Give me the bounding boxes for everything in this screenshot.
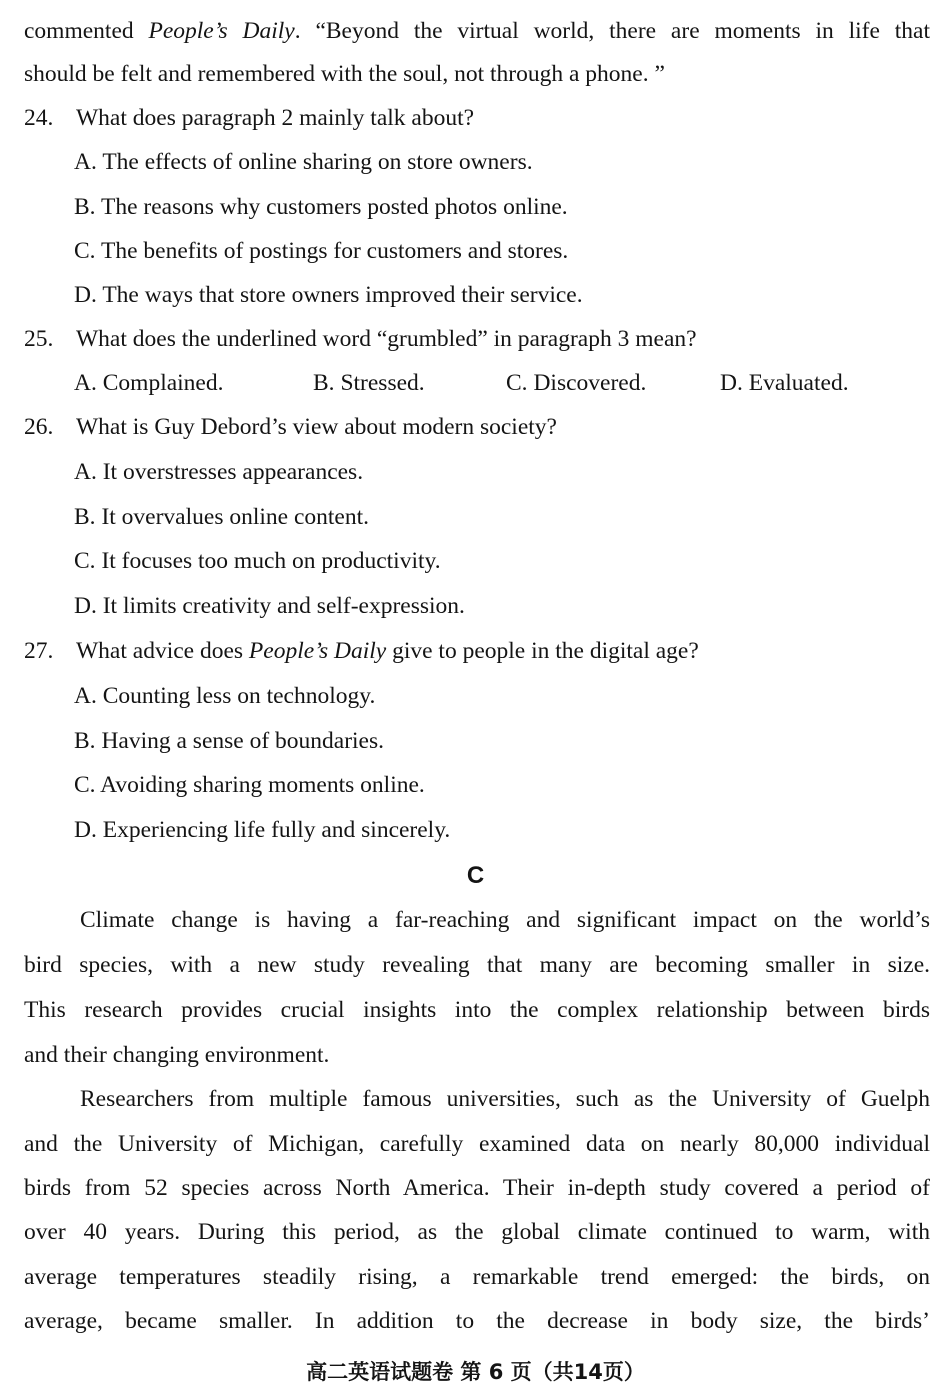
option-text: The benefits of postings for customers and stores. [101,238,569,264]
intro-line-2: should be felt and remembered with the soul, not through a phone. ” [24,61,665,87]
option-label: D. [720,370,743,396]
option-a[interactable] [74,151,533,175]
paragraph-line: over 40 years. During this period, as the global climate continued to warm, with [24,1221,930,1245]
option-label: C. [74,772,96,798]
intro-text: . “Beyond the virtual world, there are moments in life that [294,20,930,44]
option-c[interactable] [74,240,568,264]
paragraph-line: and their changing environment. [24,1042,330,1068]
question-number: 26. [24,414,54,440]
paragraph-line: bird species, with a new study revealing that many are becoming smaller in size. [24,954,930,978]
option-b[interactable] [74,730,384,754]
option-text: It focuses too much on productivity. [101,548,441,574]
option-label: A. [74,683,97,709]
paragraph-line: This research provides crucial insights into the complex relationship between birds [24,999,930,1023]
option-text: It overstresses appearances. [102,459,364,485]
option-text: Experiencing life fully and sincerely. [102,817,451,843]
option-text: The ways that store owners improved their service. [102,282,583,308]
option-a[interactable] [74,372,223,396]
question-text: What does the underlined word “grumbled” in paragraph 3 mean? [76,326,697,352]
question-text: What is Guy Debord’s view about modern society? [76,414,557,440]
question-number: 27. [24,638,54,664]
paragraph-line: Researchers from multiple famous universities, such as the University of Guelph [80,1088,930,1112]
option-text: The effects of online sharing on store owners. [102,149,533,175]
option-label: A. [74,459,97,485]
option-label: C. [74,548,96,574]
paragraph-line: birds from 52 species across North America. Their in-depth study covered a period of [24,1177,930,1201]
paragraph-line: average temperatures steadily rising, a remarkable trend emerged: the birds, on [24,1266,930,1290]
intro-line-1 [24,20,930,50]
option-text: Complained. [102,370,224,396]
question-text [76,640,699,664]
option-text: It limits creativity and self-expression. [102,593,465,619]
paragraph-line: and the University of Michigan, carefully examined data on nearly 80,000 individual [24,1133,930,1157]
option-label: A. [74,370,97,396]
option-text: Stressed. [340,370,425,396]
question-text-part: What advice does [76,638,249,664]
question-number: 24. [24,105,54,131]
question-text: What does paragraph 2 mainly talk about? [76,105,475,131]
option-text: Discovered. [533,370,647,396]
option-label: D. [74,282,97,308]
option-c[interactable] [506,372,646,396]
option-text: The reasons why customers posted photos online. [101,194,568,220]
option-label: B. [74,194,96,220]
option-label: D. [74,817,97,843]
option-label: C. [74,238,96,264]
paragraph-line: Climate change is having a far-reaching and significant impact on the world’s [80,909,930,933]
intro-text: commented [24,20,149,44]
option-d[interactable] [74,284,583,308]
option-c[interactable] [74,550,441,574]
option-label: A. [74,149,97,175]
option-d[interactable] [74,819,450,843]
option-label: C. [506,370,528,396]
source-name: People’s Daily [148,20,295,44]
section-heading: C [466,862,485,889]
option-text: Having a sense of boundaries. [101,728,385,754]
option-b[interactable] [313,372,425,396]
option-a[interactable] [74,685,375,709]
paragraph-line: average, became smaller. In addition to the decrease in body size, the birds’ [24,1310,930,1334]
question-number: 25. [24,326,54,352]
option-c[interactable] [74,774,425,798]
option-d[interactable] [74,595,465,619]
option-text: Evaluated. [748,370,849,396]
option-label: B. [74,504,96,530]
option-label: B. [313,370,335,396]
page-footer: 高二英语试题卷 第 6 页（共14页） [306,1360,645,1384]
option-text: Avoiding sharing moments online. [100,772,425,798]
option-text: Counting less on technology. [102,683,376,709]
option-label: D. [74,593,97,619]
option-label: B. [74,728,96,754]
option-b[interactable] [74,196,568,220]
option-text: It overvalues online content. [101,504,369,530]
question-text-part: give to people in the digital age? [386,638,699,664]
option-d[interactable] [720,372,849,396]
option-b[interactable] [74,506,369,530]
source-name: People’s Daily [248,638,387,664]
option-a[interactable] [74,461,363,485]
